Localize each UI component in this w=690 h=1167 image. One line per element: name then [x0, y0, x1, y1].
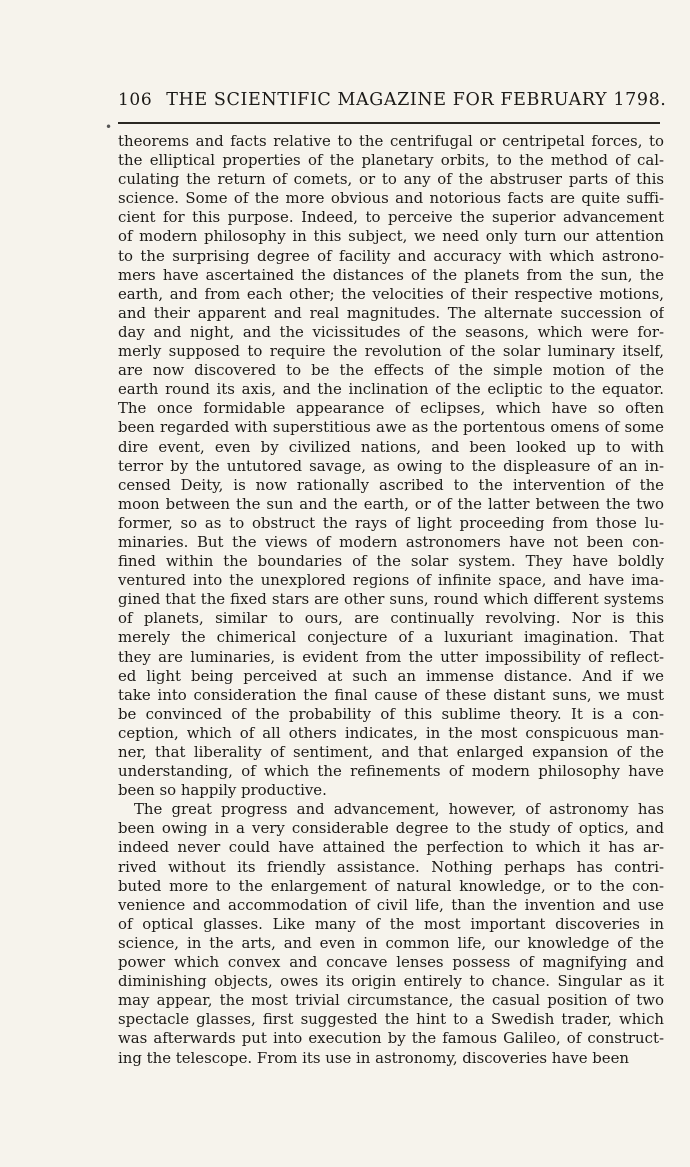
text-line: are now discovered to be the effects of the simple motion of the [118, 361, 664, 380]
text-line: be convinced of the probability of this sublime theory. It is a con- [118, 704, 664, 723]
text-line: and their apparent and real magnitudes. The alternate succession of [118, 303, 664, 322]
text-line: of planets, similar to ours, are continually revolving. Nor is this [118, 609, 664, 628]
text-line: theorems and facts relative to the centrifugal or centripetal forces, to [118, 132, 664, 150]
text-line: gined that the fixed stars are other suns, round which different systems [118, 590, 664, 609]
text-line: mers have ascertained the distances of the planets from the sun, the [118, 265, 664, 284]
text-line: merly supposed to require the revolution of the solar luminary itself, [118, 342, 664, 361]
text-line: minaries. But the views of modern astronomers have not been con- [118, 532, 664, 551]
text-line: ing the telescope. From its use in astronomy, discoveries have been [118, 1048, 629, 1067]
text-line: diminishing objects, owes its origin entirely to chance. Singular as it [118, 972, 664, 991]
text-line: take into consideration the final cause of these distant suns, we must [118, 685, 664, 704]
text-line: terror by the untutored savage, as owing to the displeasure of an in- [118, 456, 664, 475]
text-line: been regarded with superstitious awe as the portentous omens of some [118, 418, 664, 437]
text-line: moon between the sun and the earth, or of the latter between the two [118, 494, 664, 513]
text-line: of optical glasses. Like many of the most important discoveries in [118, 914, 664, 933]
text-line: earth, and from each other; the velocities of their respective motions, [118, 284, 664, 303]
text-line: spectacle glasses, first suggested the hint to a Swedish trader, which [118, 1010, 664, 1029]
text-line: dire event, even by civilized nations, and been looked up to with [118, 437, 664, 456]
running-head [118, 90, 667, 110]
text-line: former, so as to obstruct the rays of light proceeding from those lu- [118, 513, 664, 532]
text-line: power which convex and concave lenses possess of magnifying and [118, 953, 664, 972]
text-line: ed light being perceived at such an immense distance. And if we [118, 666, 664, 685]
text-line: they are luminaries, is evident from the utter impossibility of reflect- [118, 647, 664, 666]
text-line: cient for this purpose. Indeed, to perceive the superior advancement [118, 208, 664, 227]
text-line: science, in the arts, and even in common life, our knowledge of the [118, 933, 664, 952]
text-line: ception, which of all others indicates, in the most conspicuous man- [118, 723, 664, 742]
text-line: been so happily productive. [118, 781, 327, 800]
text-line: fined within the boundaries of the solar system. They have boldly [118, 552, 664, 571]
text-line: The great progress and advancement, however, of astronomy has [134, 800, 664, 819]
text-line: understanding, of which the refinements of modern philosophy have [118, 762, 664, 781]
text-line: The once formidable appearance of eclipses, which have so often [118, 399, 664, 418]
text-line: merely the chimerical conjecture of a luxuriant imagination. That [118, 628, 664, 647]
text-line: was afterwards put into execution by the famous Galileo, of construct- [118, 1029, 664, 1048]
text-line: indeed never could have attained the perfection to which it has ar- [118, 838, 664, 857]
text-line: ner, that liberality of sentiment, and that enlarged expansion of the [118, 743, 664, 761]
text-line: the elliptical properties of the planetary orbits, to the method of cal- [118, 151, 664, 170]
text-line: venience and accommodation of civil life, than the invention and use [118, 895, 664, 914]
text-line: been owing in a very considerable degree to the study of optics, and [118, 819, 664, 838]
text-line: science. Some of the more obvious and notorious facts are quite suffi- [118, 189, 664, 208]
margin-mark: • [105, 120, 113, 134]
page-number: 106 [118, 90, 153, 110]
text-line: buted more to the enlargement of natural knowledge, or to the con- [118, 876, 664, 895]
text-line: ventured into the unexplored regions of infinite space, and have ima- [118, 571, 664, 590]
text-line: earth round its axis, and the inclination of the ecliptic to the equator. [118, 380, 664, 399]
text-line: of modern philosophy in this subject, we need only turn our attention [118, 227, 664, 246]
text-line: culating the return of comets, or to any of the abstruser parts of this [118, 170, 664, 189]
header-rule [118, 122, 660, 124]
page-title: THE SCIENTIFIC MAGAZINE FOR FEBRUARY 1798. [166, 90, 667, 110]
text-line: rived without its friendly assistance. Nothing perhaps has contri- [118, 857, 664, 876]
body-text [118, 132, 664, 1068]
text-line: to the surprising degree of facility and accuracy with which astrono- [118, 246, 664, 265]
text-line: censed Deity, is now rationally ascribed to the intervention of the [118, 475, 664, 494]
text-line: may appear, the most trivial circumstance, the casual position of two [118, 991, 664, 1010]
text-line: day and night, and the vicissitudes of the seasons, which were for- [118, 322, 664, 341]
